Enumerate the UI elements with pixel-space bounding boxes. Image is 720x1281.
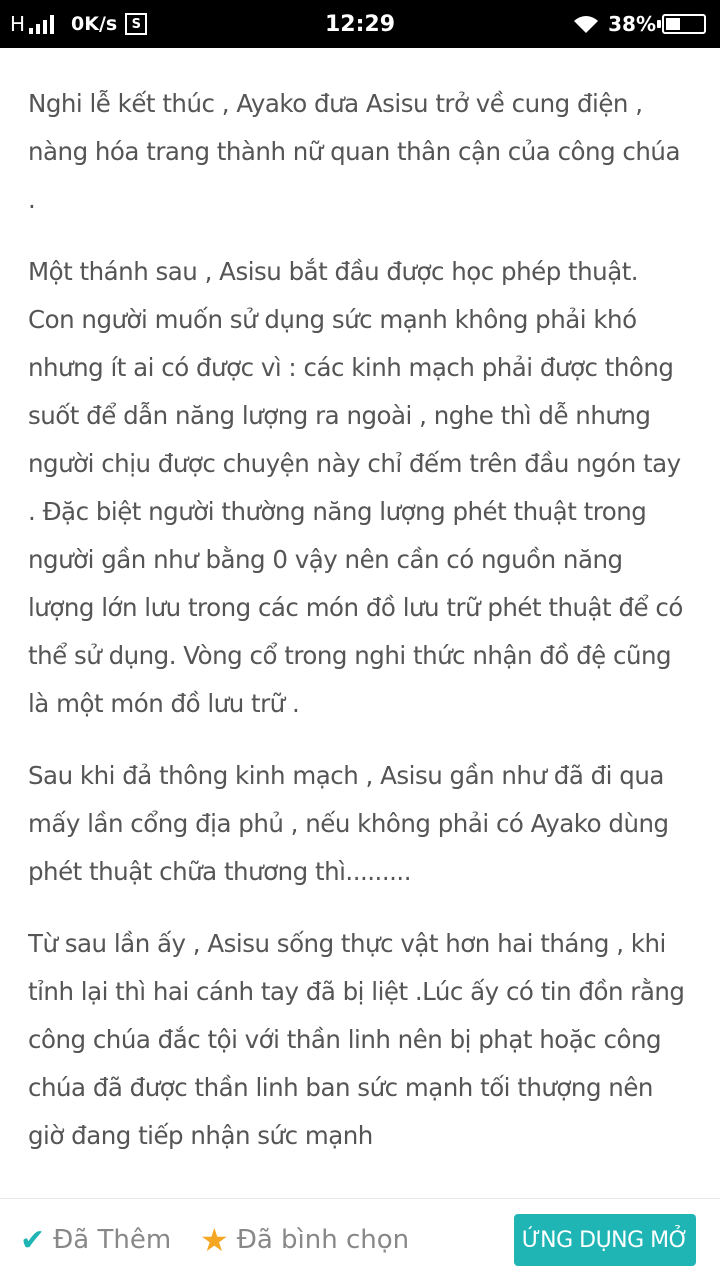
- s-notification-icon: S: [125, 13, 147, 35]
- article-content: [28, 80, 688, 1198]
- bottom-action-bar: [0, 1198, 720, 1280]
- article-paragraph: Một thánh sau , Asisu bắt đầu được học phép thuật. Con người muốn sử dụng sức mạnh không phải khó nhưng ít ai có được vì : các kinh mạch phải được thông suốt để dẫn năng lượng ra ngoài , nghe thì dễ nhưng người chịu được chuyện này chỉ đếm trên đầu ngón tay . Đặc biệt người thường năng lượng phét thuật trong người gần như bằng 0 vậy nên cần có nguồn năng lượng lớn lưu trong các món đồ lưu trữ phét thuật để có thể sử dụng. Vòng cổ trong nghi thức nhận đồ đệ cũng là một món đồ lưu trữ .: [28, 257, 683, 718]
- voted-label: Đã bình chọn: [236, 1225, 410, 1255]
- wifi-icon: [572, 14, 600, 34]
- network-speed: 0K/s: [71, 13, 118, 35]
- open-app-button[interactable]: ỨNG DỤNG MỞ: [514, 1214, 696, 1266]
- article-paragraph: Sau khi đả thông kinh mạch , Asisu gần như đã đi qua mấy lần cổng địa phủ , nếu không phải có Ayako dùng phét thuật chữa thương thì.........: [28, 761, 669, 886]
- battery-percent: 38%: [608, 12, 656, 36]
- added-button[interactable]: [20, 1199, 171, 1281]
- check-icon: ✔: [20, 1222, 46, 1258]
- battery-icon: [662, 14, 706, 34]
- status-bar: [0, 0, 720, 48]
- added-label: Đã Thêm: [53, 1225, 172, 1255]
- network-type-label: H: [10, 12, 26, 36]
- star-icon: ★: [200, 1221, 229, 1259]
- voted-button[interactable]: [200, 1199, 409, 1281]
- clock: 12:29: [324, 11, 396, 37]
- article-paragraph: Nghi lễ kết thúc , Ayako đưa Asisu trở về cung điện , nàng hóa trang thành nữ quan thân cận của công chúa .: [28, 89, 680, 214]
- status-right: [572, 0, 706, 48]
- article-paragraph: Từ sau lần ấy , Asisu sống thực vật hơn hai tháng , khi tỉnh lại thì hai cánh tay đã bị liệt .Lúc ấy có tin đồn rằng công chúa đắc tội với thần linh nên bị phạt hoặc công chúa đã được thần linh ban sức mạnh tối thượng nên giờ đang tiếp nhận sức mạnh: [28, 929, 685, 1150]
